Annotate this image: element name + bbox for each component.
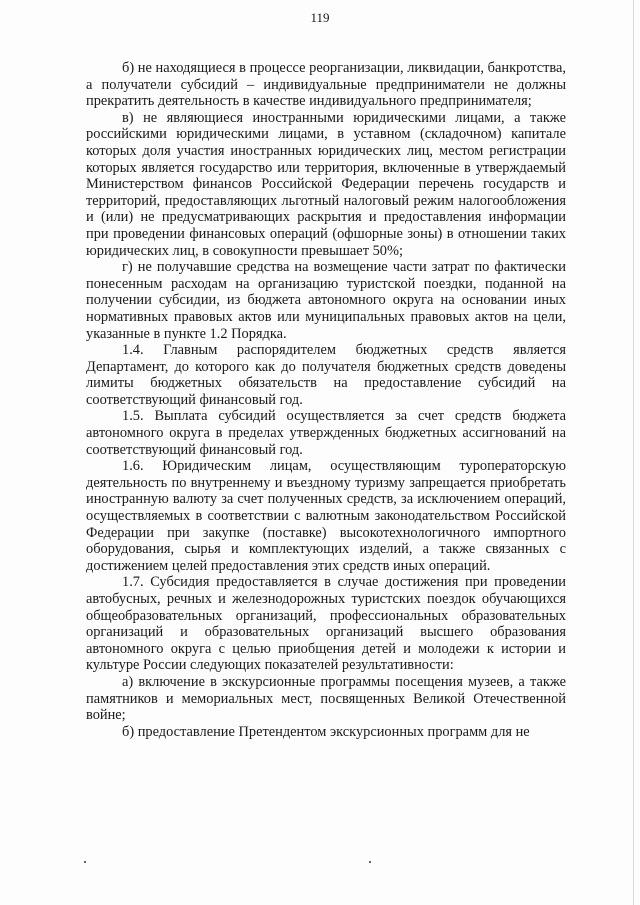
paragraph-1-6: 1.6. Юридическим лицам, осуществляющим туроператорскую деятельность по внутреннему и въездному туризму запрещается приобретать иностранную валюту за счет полученных средств, за исключением операций, осуществляемых в соответствии с валютным законодательством Российской Федерации при закупке (поставке) высокотехнологичного импортного оборудования, сырья и комплектующих изделий, а также связанных с достижением целей предоставления этих средств иных операций. — [86, 458, 566, 574]
paragraph-b-programs: б) предоставление Претендентом экскурсионных программ для не — [122, 723, 530, 740]
paragraph-b-not-reorganizing: б) не находящиеся в процессе реорганизации, ликвидации, банкротства, а получатели субсидий – индивидуальные предприниматели не должны прекратить деятельность в качестве индивидуального предпринимателя; — [86, 60, 566, 110]
paragraph-g-not-received-funds: г) не получавшие средства на возмещение части затрат по фактически понесенным расходам на организацию туристской поездки, поданной на получении субсидии, из бюджета автономного округа на основании иных нормативных правовых актов или муниципальных правовых актов на цели, указанные в пункте 1.2 Порядка. — [86, 259, 566, 342]
paragraph-v-not-foreign: в) не являющиеся иностранными юридическими лицами, а также российскими юридическими лицами, в уставном (складочном) капитале которых доля участия иностранных юридических лиц, местом регистрации которых является государство или территория, включенные в утверждаемый Министерством финансов Российской Федерации перечень государств и территорий, предоставляющих льготный налоговый режим налогообложения и (или) не предусматривающих раскрытия и предоставления информации при проведении финансовых операций (офшорные зоны) в отношении таких юридических лиц, в совокупности превышает 50%; — [86, 109, 566, 259]
page-edge-line — [633, 0, 634, 905]
paragraph-1-7: 1.7. Субсидия предоставляется в случае достижения при проведении автобусных, речных и железнодорожных туристских поездок обучающихся общеобразовательных организаций, профессиональных образовательных организаций и образовательных организаций высшего образования автономного округа с целью приобщения детей и молодежи к истории и культуре России следующих показателей результативности: — [86, 574, 566, 674]
document-body — [86, 60, 566, 740]
page-number: 119 — [310, 10, 330, 25]
paragraph-a-museums: а) включение в экскурсионные программы посещения музеев, а также памятников и мемориальных мест, посвященных Великой Отечественной войне; — [86, 673, 566, 724]
scan-dot — [84, 861, 86, 863]
scan-dot — [369, 861, 371, 863]
paragraph-1-5: 1.5. Выплата субсидий осуществляется за счет средств бюджета автономного округа в пределах утвержденных бюджетных ассигнований на соответствующий финансовый год. — [86, 408, 566, 458]
paragraph-1-4: 1.4. Главным распорядителем бюджетных средств является Департамент, до которого как до получателя бюджетных средств доведены лимиты бюджетных обязательств на предоставление субсидий на соответствующий финансовый год. — [86, 342, 566, 408]
